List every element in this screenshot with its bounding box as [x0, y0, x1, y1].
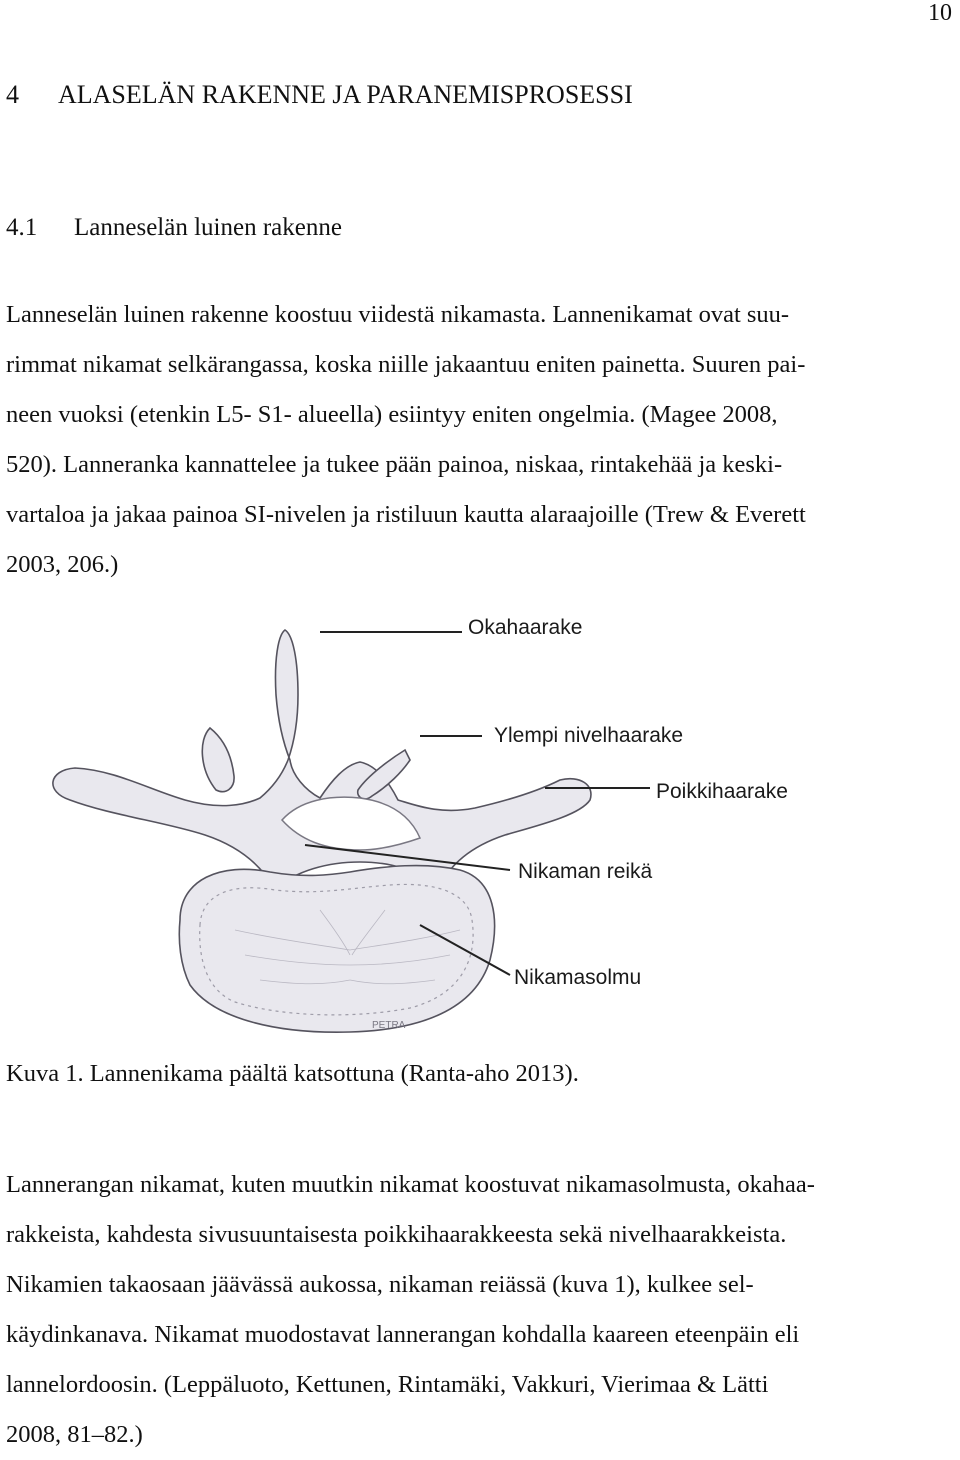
section-number: 4.1	[6, 214, 38, 241]
paragraph-line: neen vuoksi (etenkin L5- S1- alueella) esiintyy eniten ongelmia. (Magee 2008,	[6, 401, 778, 428]
chapter-number: 4	[6, 80, 19, 109]
paragraph-line: 2003, 206.)	[6, 551, 119, 578]
paragraph-line: rakkeista, kahdesta sivusuuntaisesta poikkihaarakkeesta sekä nivelhaarakkeista.	[6, 1221, 787, 1248]
figure-caption: Kuva 1. Lannenikama päältä katsottuna (Ranta-aho 2013).	[6, 1060, 579, 1087]
paragraph-line: Lanneselän luinen rakenne koostuu viidestä nikamasta. Lannenikamat ovat suu-	[6, 301, 790, 328]
section-title: Lanneselän luinen rakenne	[74, 214, 342, 241]
page-number: 10	[928, 0, 952, 26]
paragraph-line: lannelordoosin. (Leppäluoto, Kettunen, Rintamäki, Vakkuri, Vierimaa & Lätti	[6, 1371, 769, 1398]
label-ylempi-nivelhaarake: Ylempi nivelhaarake	[494, 724, 684, 747]
paragraph-line: vartaloa ja jakaa painoa SI-nivelen ja ristiluun kautta alaraajoille (Trew & Everett	[6, 501, 806, 528]
paragraph-line: käydinkanava. Nikamat muodostavat lannerangan kohdalla kaareen eteenpäin eli	[6, 1321, 800, 1348]
label-poikkihaarake: Poikkihaarake	[656, 780, 788, 803]
artist-signature: PETRA	[372, 1020, 406, 1031]
label-nikamasolmu: Nikamasolmu	[514, 966, 642, 989]
paragraph-vertebrae	[6, 1160, 951, 1460]
paragraph-line: Lannerangan nikamat, kuten muutkin nikamat koostuvat nikamasolmusta, okahaa-	[6, 1171, 815, 1198]
paragraph-line: Nikamien takaosaan jäävässä aukossa, nikaman reiässä (kuva 1), kulkee sel-	[6, 1271, 754, 1298]
label-okahaarake: Okahaarake	[468, 616, 583, 639]
chapter-title: ALASELÄN RAKENNE JA PARANEMISPROSESSI	[58, 80, 633, 109]
paragraph-line: rimmat nikamat selkärangassa, koska niille jakaantuu eniten painetta. Suuren pai-	[6, 351, 806, 378]
paragraph-line: 520). Lanneranka kannattelee ja tukee pään painoa, niskaa, rintakehää ja keski-	[6, 451, 783, 478]
paragraph-line: 2008, 81–82.)	[6, 1421, 143, 1448]
label-nikaman-reika: Nikaman reikä	[518, 860, 653, 883]
